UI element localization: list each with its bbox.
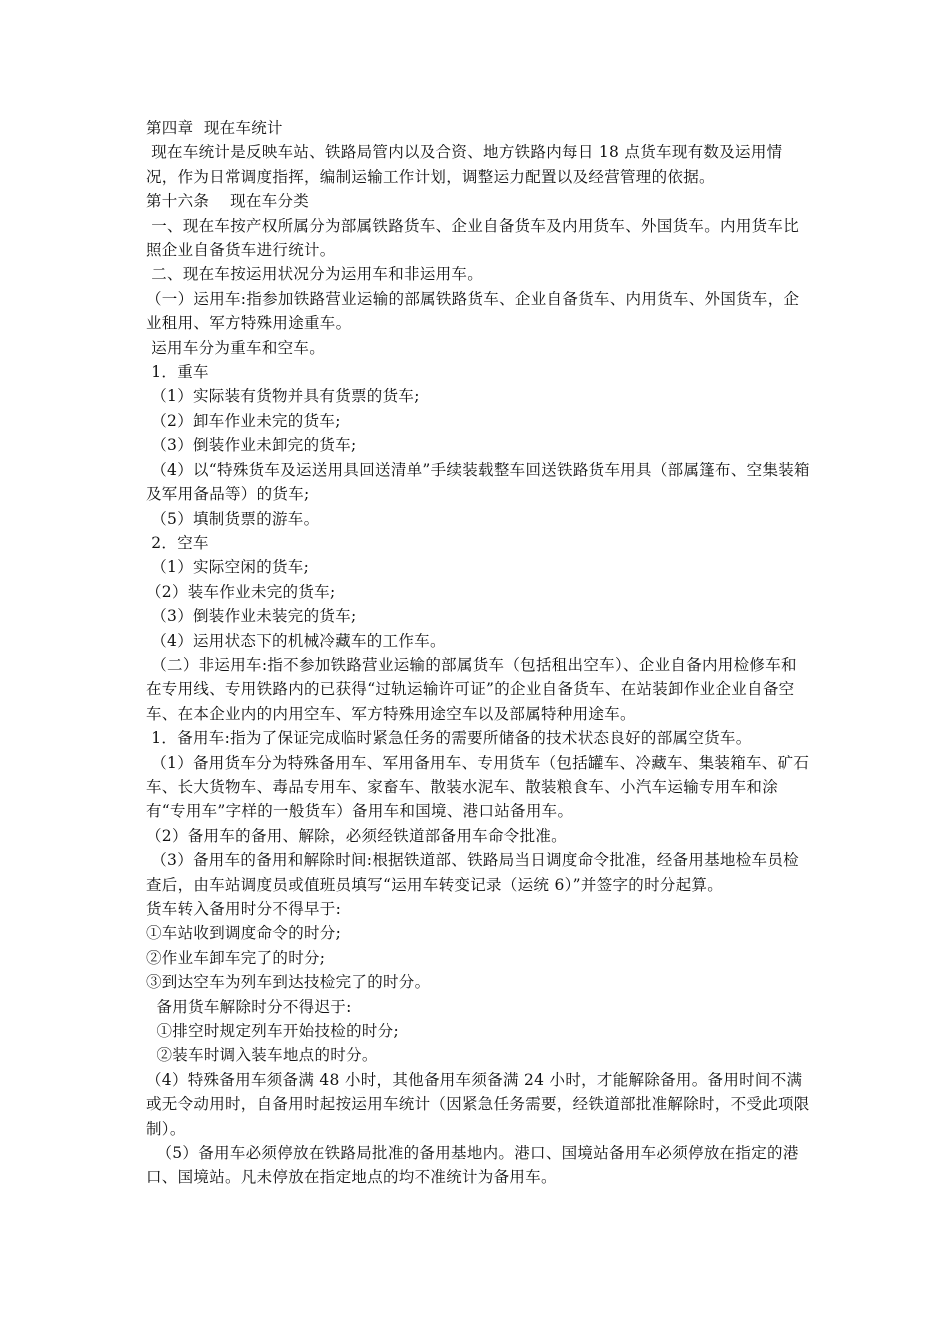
list-item: （3）倒装作业未卸完的货车; [146, 436, 357, 455]
paragraph: 备用货车解除时分不得迟于: [146, 997, 352, 1016]
list-item: （1）实际装有货物并具有货票的货车; [146, 387, 420, 406]
paragraph: 1．备用车:指为了保证完成临时紧急任务的需要所储备的技术状态良好的部属空货车。 [146, 729, 752, 748]
paragraph: （一）运用车:指参加铁路营业运输的部属铁路货车、企业自备货车、内用货车、外国货车，企业租用、军方特殊用途重车。 [146, 289, 800, 333]
paragraph: 二、现在车按运用状况分为运用车和非运用车。 [146, 265, 484, 284]
list-item: ③到达空车为列车到达技检完了的时分。 [146, 973, 431, 992]
paragraph: （二）非运用车:指不参加铁路营业运输的部属货车（包括租出空车）、企业自备内用检修车和在专用线、专用铁路内的已获得“过轨运输许可证”的企业自备货车、在站装卸作业企业自备空车、在本企业内的内用空车、军方特殊用途空车以及部属特种用途车。 [146, 655, 797, 723]
intro-paragraph: 现在车统计是反映车站、铁路局管内以及合资、地方铁路内每日 18 点货车现有数及运用情况，作为日常调度指挥，编制运输工作计划，调整运力配置以及经营管理的依据。 [146, 143, 783, 186]
list-item: ①排空时规定列车开始技检的时分; [146, 1022, 399, 1041]
subheading: 1．重车 [146, 363, 209, 382]
list-item: （4）特殊备用车须备满 48 小时，其他备用车须备满 24 小时，才能解除备用。备用时间不满或无令动用时，自备用时起按运用车统计（因紧急任务需要，经铁道部批准解除时，不受此项限制）。 [146, 1070, 810, 1138]
list-item: （5）备用车必须停放在铁路局批准的备用基地内。港口、国境站备用车必须停放在指定的港口、国境站。凡未停放在指定地点的均不准统计为备用车。 [146, 1144, 799, 1187]
list-item: （5）填制货票的游车。 [146, 509, 320, 528]
paragraph: 运用车分为重车和空车。 [146, 338, 326, 357]
document-body [146, 116, 812, 1190]
list-item: （2）装车作业未完的货车; [146, 582, 336, 601]
list-item: ①车站收到调度命令的时分; [146, 924, 342, 943]
paragraph: 货车转入备用时分不得早于: [146, 900, 342, 918]
paragraph: 一、现在车按产权所属分为部属铁路货车、企业自备货车及内用货车、外国货车。内用货车比照企业自备货车进行统计。 [146, 216, 800, 260]
list-item: （2）备用车的备用、解除，必须经铁道部备用车命令批准。 [146, 826, 567, 845]
list-item: （3）备用车的备用和解除时间:根据铁道部、铁路局当日调度命令批准，经备用基地检车员检查后，由车站调度员或值班员填写“运用车转变记录（运统 6）”并签字的时分起算。 [146, 851, 799, 894]
list-item: （1）实际空闲的货车; [146, 558, 310, 577]
list-item: （4）运用状态下的机械冷藏车的工作车。 [146, 631, 446, 650]
list-item: ②作业车卸车完了的时分; [146, 948, 326, 967]
list-item: （2）卸车作业未完的货车; [146, 411, 341, 430]
subheading: 2．空车 [146, 533, 209, 552]
list-item: （4）以“特殊货车及运送用具回送清单”手续装载整车回送铁路货车用具（部属篷布、空集装箱及军用备品等）的货车; [146, 460, 810, 504]
list-item: （3）倒装作业未装完的货车; [146, 607, 357, 626]
chapter-title: 第四章 现在车统计 [146, 119, 283, 137]
list-item: ②装车时调入装车地点的时分。 [146, 1046, 378, 1065]
list-item: （1）备用货车分为特殊备用车、军用备用车、专用货车（包括罐车、冷藏车、集装箱车、矿石车、长大货物车、毒品专用车、家畜车、散装水泥车、散装粮食车、小汽车运输专用车和涂有“专用车”字样的一般货车）备用车和国境、港口站备用车。 [146, 753, 810, 821]
article-heading: 第十六条 现在车分类 [146, 192, 310, 211]
